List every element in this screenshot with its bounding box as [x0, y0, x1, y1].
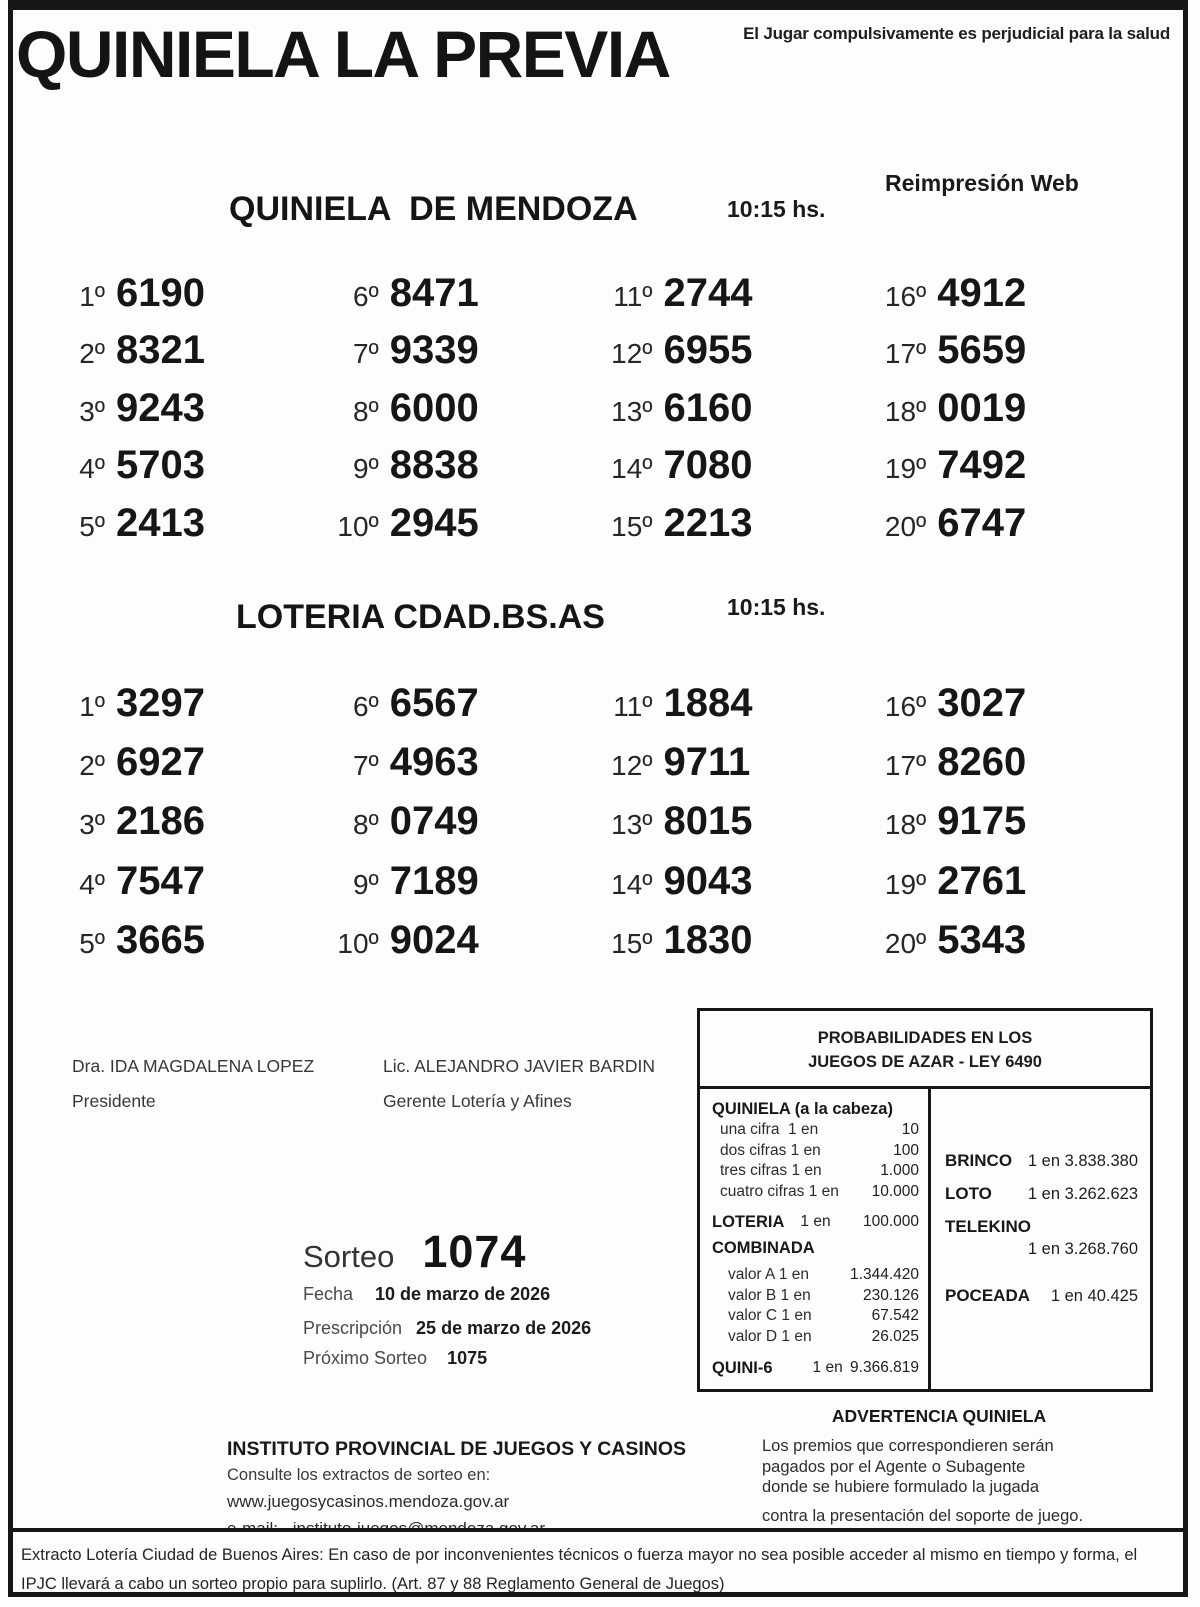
proximo-sorteo-value: 1075 — [447, 1348, 488, 1368]
probability-label: dos cifras 1 en — [720, 1141, 821, 1159]
footer-text: Extracto Lotería Ciudad de Buenos Aires: En caso de por inconvenientes técnicos o fuerza mayor no sea posible acceder al mismo en tiempo y forma, el IPJC llevará a cabo un sorteo propio para suplirlo. (Art. 87 y 88 Reglamento General de Juegos) — [21, 1546, 1138, 1593]
result-rank: 16º — [884, 281, 927, 312]
result-rank: 5º — [79, 927, 105, 959]
probability-row — [712, 1306, 919, 1327]
probability-value: 1.000 — [880, 1162, 919, 1179]
instituto-name: INSTITUTO PROVINCIAL DE JUEGOS Y CASINOS — [227, 1438, 687, 1460]
result-cell — [593, 854, 867, 913]
result-number: 7189 — [389, 858, 479, 903]
result-number: 7080 — [663, 443, 753, 488]
probability-value: 100 — [893, 1141, 919, 1159]
result-number: 5343 — [937, 917, 1027, 962]
result-rank: 17º — [884, 750, 927, 782]
result-cell — [866, 438, 1140, 495]
result-rank: 8º — [352, 809, 379, 841]
result-rank: 14º — [611, 868, 653, 900]
result-rank: 12º — [611, 750, 653, 782]
game-name: LOTO — [945, 1184, 992, 1203]
result-number: 6927 — [116, 740, 205, 785]
result-number: 1830 — [663, 917, 753, 962]
probability-row — [712, 1265, 919, 1286]
result-cell — [866, 496, 1140, 553]
probability-row — [712, 1120, 919, 1141]
result-number: 8471 — [389, 271, 479, 315]
game-name: TELEKINO — [945, 1217, 1031, 1236]
result-number: 6160 — [663, 385, 753, 430]
result-rank: 17º — [884, 338, 927, 370]
result-cell — [45, 266, 319, 323]
result-cell — [593, 913, 867, 972]
result-cell — [866, 381, 1140, 438]
health-warning: El Jugar compulsivamente es perjudicial para la salud — [743, 24, 1170, 43]
result-cell — [866, 735, 1140, 794]
result-cell — [593, 735, 867, 794]
game-probability-row — [945, 1217, 1138, 1259]
result-number: 5659 — [937, 328, 1027, 373]
probability-label: valor C 1 en — [728, 1307, 812, 1324]
probabilities-title-line1: PROBABILIDADES EN LOS — [817, 1029, 1033, 1047]
result-cell — [45, 735, 319, 794]
result-number: 0749 — [389, 799, 479, 844]
result-cell — [319, 735, 593, 794]
result-rank: 15º — [611, 510, 653, 542]
official-role: Gerente Lotería y Afines — [383, 1091, 572, 1111]
result-rank: 9º — [352, 453, 379, 485]
result-cell — [593, 381, 867, 438]
result-number: 8321 — [116, 328, 205, 373]
result-rank: 11º — [613, 281, 653, 312]
combinada-heading: COMBINADA — [712, 1239, 815, 1257]
result-rank: 2º — [79, 338, 105, 370]
result-cell — [319, 676, 593, 735]
result-rank: 1º — [79, 691, 105, 722]
draw-time-loteria: 10:15 hs. — [727, 594, 826, 620]
result-rank: 12º — [611, 338, 653, 370]
probabilities-title-line2: JUEGOS DE AZAR - LEY 6490 — [808, 1053, 1042, 1071]
official-name: Dra. IDA MAGDALENA LOPEZ — [72, 1056, 315, 1076]
result-cell — [593, 266, 867, 323]
instituto-website: www.juegosycasinos.mendoza.gov.ar — [227, 1492, 510, 1511]
result-number: 4912 — [937, 271, 1027, 315]
loteria-value: 100.000 — [862, 1213, 919, 1230]
result-rank: 13º — [611, 809, 653, 841]
result-rank: 6º — [352, 691, 379, 722]
loteria-mid: 1 en — [800, 1213, 831, 1230]
result-number: 3297 — [116, 681, 205, 725]
result-rank: 3º — [79, 809, 105, 841]
game-probability-value: 1 en 3.838.380 — [1027, 1152, 1138, 1170]
result-rank: 16º — [884, 691, 927, 722]
result-cell — [319, 913, 593, 972]
result-rank: 18º — [884, 809, 927, 841]
result-number: 8838 — [389, 443, 479, 488]
result-cell — [319, 794, 593, 853]
quini6-probability-row — [712, 1357, 919, 1379]
result-number: 9175 — [937, 799, 1027, 844]
result-cell — [866, 323, 1140, 380]
quini6-value: 9.366.819 — [850, 1359, 919, 1376]
result-rank: 19º — [884, 868, 927, 900]
result-rank: 7º — [352, 338, 379, 370]
game-probability-value: 1 en 3.268.760 — [1027, 1240, 1138, 1258]
result-number: 9339 — [389, 328, 479, 373]
game-name: POCEADA — [945, 1286, 1031, 1305]
loteria-results-grid — [45, 676, 1140, 972]
result-cell — [866, 794, 1140, 853]
result-cell — [593, 794, 867, 853]
result-cell — [45, 676, 319, 735]
result-cell — [45, 913, 319, 972]
result-rank: 4º — [79, 453, 105, 485]
loteria-probability-row — [712, 1211, 919, 1233]
result-number: 9711 — [663, 740, 751, 785]
advertencia-block — [747, 1406, 1131, 1526]
result-number: 6955 — [663, 328, 753, 373]
result-cell — [866, 854, 1140, 913]
result-number: 6567 — [389, 681, 479, 725]
quiniela-heading: QUINIELA (a la cabeza) — [712, 1100, 893, 1118]
result-rank: 2º — [79, 750, 105, 782]
result-number: 8015 — [663, 799, 753, 844]
result-rank: 10º — [337, 927, 379, 959]
mendoza-results-grid — [45, 266, 1140, 553]
result-cell — [593, 496, 867, 553]
result-number: 4963 — [389, 740, 479, 785]
advertencia-line: contra la presentación del soporte de juego. — [762, 1506, 1084, 1525]
result-cell — [866, 676, 1140, 735]
advertencia-title: ADVERTENCIA QUINIELA — [831, 1406, 1047, 1426]
probabilities-right-column — [931, 1089, 1150, 1389]
official-manager — [383, 1056, 655, 1112]
probability-row — [712, 1286, 919, 1307]
result-number: 2761 — [937, 858, 1027, 903]
result-rank: 8º — [352, 395, 379, 427]
result-rank: 13º — [611, 395, 653, 427]
loteria-label: LOTERIA — [712, 1213, 785, 1231]
result-cell — [319, 496, 593, 553]
result-rank: 6º — [352, 281, 379, 312]
result-cell — [866, 913, 1140, 972]
instituto-block — [227, 1438, 686, 1539]
prescripcion-label: Prescripción — [303, 1318, 403, 1338]
probability-value: 67.542 — [871, 1307, 919, 1324]
result-number: 6000 — [389, 385, 479, 430]
probability-label: una cifra 1 en — [720, 1121, 819, 1138]
result-cell — [45, 854, 319, 913]
result-cell — [319, 438, 593, 495]
result-rank: 3º — [79, 395, 105, 427]
result-number: 9024 — [389, 917, 479, 962]
probabilities-body — [700, 1089, 1150, 1389]
quiniela-rows — [712, 1120, 919, 1202]
result-rank: 20º — [884, 510, 927, 542]
probability-label: valor B 1 en — [728, 1286, 811, 1304]
result-rank: 14º — [611, 453, 653, 485]
fecha-row — [303, 1284, 550, 1305]
result-rank: 11º — [613, 691, 653, 722]
result-cell — [593, 676, 867, 735]
result-number: 1884 — [663, 681, 753, 725]
probability-value: 230.126 — [862, 1286, 919, 1304]
proximo-sorteo-label: Próximo Sorteo — [303, 1348, 428, 1368]
probability-label: valor D 1 en — [728, 1327, 812, 1345]
probability-label: valor A 1 en — [728, 1266, 810, 1283]
prescripcion-value: 25 de marzo de 2026 — [416, 1318, 592, 1338]
combinada-rows — [712, 1265, 919, 1347]
result-rank: 18º — [884, 395, 927, 427]
result-cell — [45, 381, 319, 438]
result-number: 2186 — [116, 799, 205, 844]
result-rank: 9º — [352, 868, 379, 900]
draw-time-mendoza: 10:15 hs. — [727, 196, 826, 222]
probability-value: 26.025 — [871, 1327, 919, 1345]
result-number: 2744 — [663, 271, 753, 315]
game-probability-row — [945, 1151, 1138, 1171]
result-rank: 20º — [884, 927, 927, 959]
result-cell — [319, 323, 593, 380]
probability-row — [712, 1141, 919, 1162]
probability-label: cuatro cifras 1 en — [720, 1182, 839, 1200]
result-cell — [45, 794, 319, 853]
result-cell — [319, 266, 593, 323]
result-number: 9243 — [116, 385, 205, 430]
result-rank: 19º — [884, 453, 927, 485]
game-probability-row — [945, 1286, 1138, 1306]
draw-title-loteria: LOTERIA CDAD.BS.AS — [236, 598, 605, 636]
probability-label: tres cifras 1 en — [720, 1162, 822, 1179]
instituto-consulte: Consulte los extractos de sorteo en: — [227, 1466, 491, 1484]
result-number: 2945 — [389, 500, 479, 545]
game-name: BRINCO — [945, 1151, 1013, 1170]
footer-box — [13, 1528, 1183, 1592]
probability-value: 10 — [901, 1121, 919, 1138]
result-number: 0019 — [937, 385, 1027, 430]
result-number: 3027 — [937, 681, 1027, 725]
result-number: 2213 — [663, 500, 753, 545]
result-rank: 10º — [337, 510, 379, 542]
prescripcion-row — [303, 1318, 591, 1339]
probabilities-box — [697, 1008, 1153, 1392]
result-cell — [45, 323, 319, 380]
result-cell — [319, 854, 593, 913]
result-cell — [593, 438, 867, 495]
game-probability-value: 1 en 3.262.623 — [1027, 1185, 1138, 1203]
result-number: 9043 — [663, 858, 753, 903]
result-cell — [319, 381, 593, 438]
probability-row — [712, 1327, 919, 1348]
quini6-label: QUINI-6 — [712, 1359, 773, 1377]
result-rank: 7º — [352, 750, 379, 782]
sorteo-row — [303, 1226, 526, 1278]
result-number: 5703 — [116, 443, 205, 488]
sorteo-number: 1074 — [422, 1226, 527, 1277]
result-rank: 15º — [611, 927, 653, 959]
result-number: 2413 — [116, 500, 205, 545]
result-number: 6190 — [116, 271, 205, 315]
result-rank: 1º — [79, 281, 105, 312]
proximo-sorteo-row — [303, 1348, 487, 1369]
result-number: 7547 — [116, 858, 205, 903]
advertencia-line: pagados por el Agente o Subagente — [762, 1457, 1026, 1476]
quini6-mid: 1 en — [812, 1359, 843, 1376]
result-rank: 4º — [79, 868, 105, 900]
result-cell — [866, 266, 1140, 323]
result-number: 6747 — [937, 500, 1027, 545]
sorteo-label: Sorteo — [303, 1239, 395, 1274]
result-number: 7492 — [937, 443, 1027, 488]
draw-title-mendoza: QUINIELA DE MENDOZA — [229, 190, 638, 228]
fecha-value: 10 de marzo de 2026 — [375, 1284, 551, 1304]
fecha-label: Fecha — [303, 1284, 354, 1304]
probabilities-left-column — [700, 1089, 931, 1389]
probability-row — [712, 1161, 919, 1182]
result-rank: 5º — [79, 510, 105, 542]
game-probability-value: 1 en 40.425 — [1050, 1287, 1138, 1305]
page-title: QUINIELA LA PREVIA — [16, 17, 670, 91]
advertencia-line: Los premios que correspondieren serán — [762, 1437, 1054, 1455]
result-number: 8260 — [937, 740, 1027, 785]
official-role: Presidente — [72, 1091, 156, 1111]
result-cell — [45, 438, 319, 495]
probability-value: 10.000 — [871, 1182, 919, 1200]
result-cell — [45, 496, 319, 553]
probability-value: 1.344.420 — [850, 1266, 919, 1283]
probabilities-title — [700, 1011, 1150, 1089]
probability-row — [712, 1182, 919, 1203]
game-probability-row — [945, 1184, 1138, 1204]
official-president — [72, 1056, 314, 1112]
advertencia-line: donde se hubiere formulado la jugada — [762, 1478, 1040, 1496]
result-cell — [593, 323, 867, 380]
official-name: Lic. ALEJANDRO JAVIER BARDIN — [383, 1056, 655, 1076]
reprint-label: Reimpresión Web — [885, 170, 1079, 196]
result-number: 3665 — [116, 917, 205, 962]
